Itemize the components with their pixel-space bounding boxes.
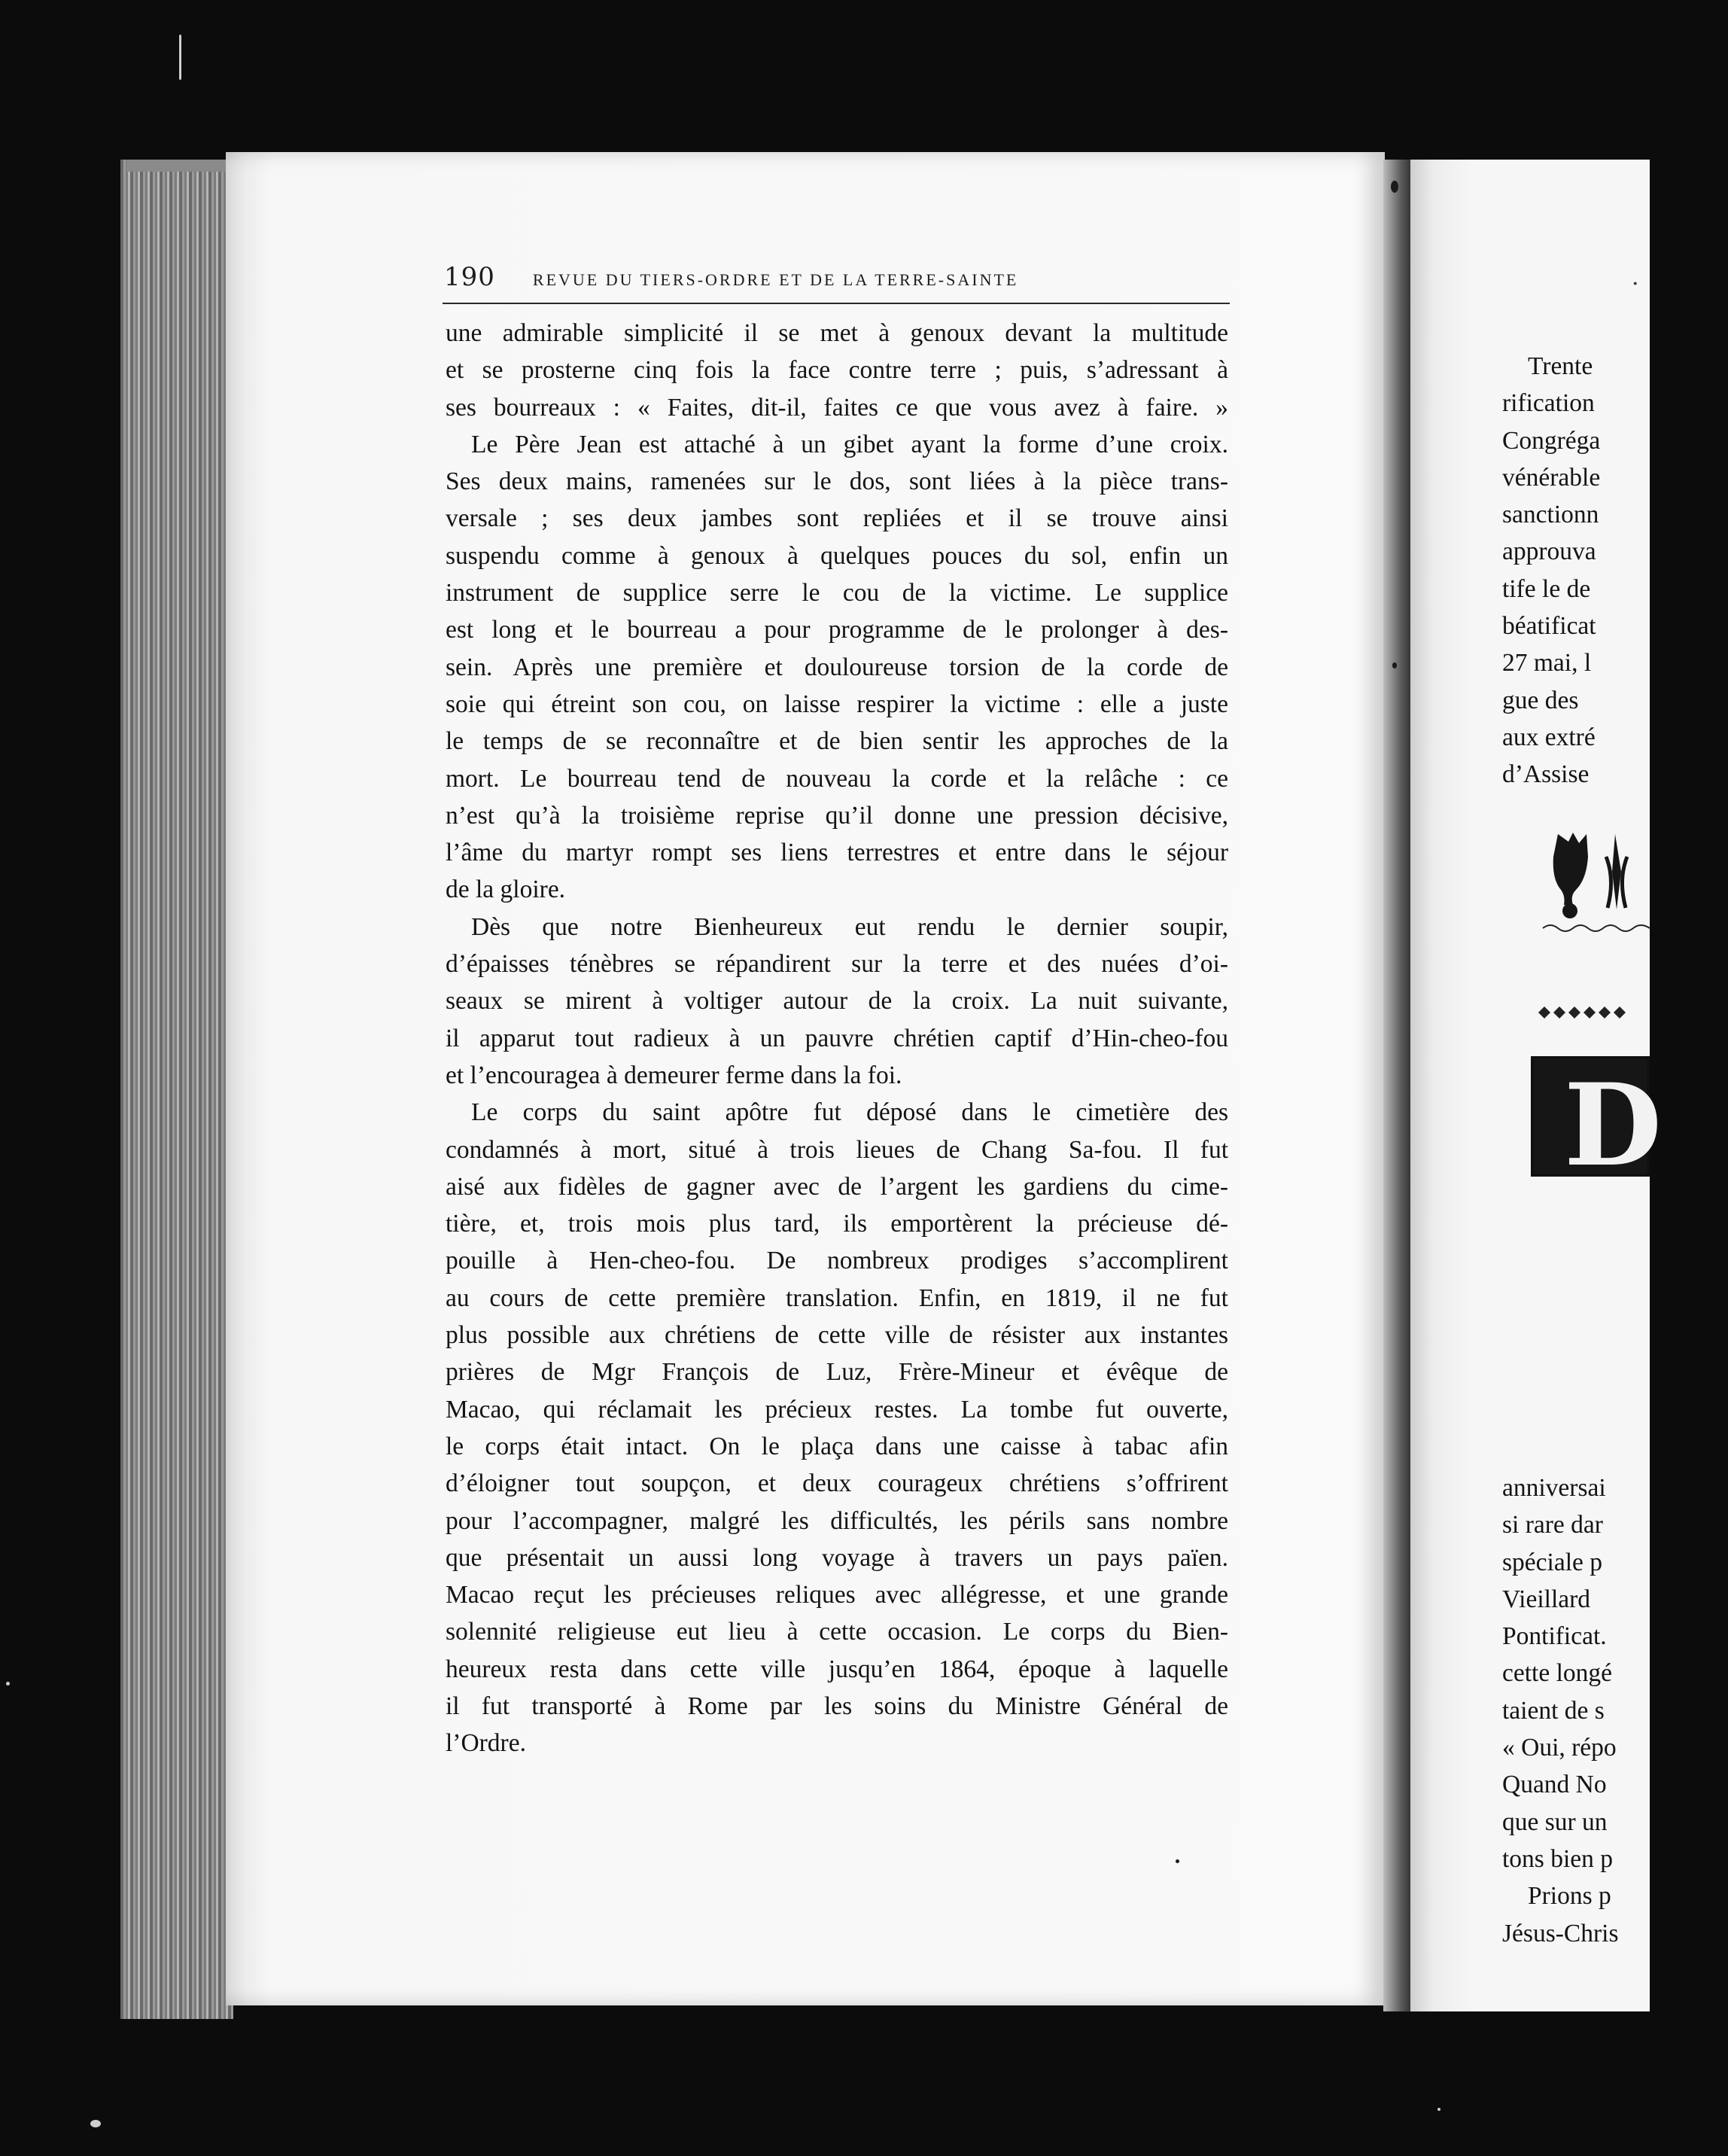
text-line: Pontificat. bbox=[1502, 1622, 1607, 1651]
text-line: solennité religieuse eut lieu à cette occasion. Le corps du Bien- bbox=[446, 1618, 1228, 1646]
page-stack-top bbox=[126, 160, 232, 172]
text-line: ses bourreaux : « Faites, dit-il, faites ce que vous avez à faire. » bbox=[446, 393, 1228, 422]
text-line: rification bbox=[1502, 389, 1595, 418]
scan-speck bbox=[90, 2120, 101, 2127]
text-line: d’Assise bbox=[1502, 760, 1590, 789]
text-line: que sur un bbox=[1502, 1807, 1608, 1836]
text-line: cette longé bbox=[1502, 1659, 1613, 1688]
text-line: heureux resta dans cette ville jusqu’en 1864, époque à laquelle bbox=[446, 1655, 1228, 1683]
text-line: de la gloire. bbox=[446, 875, 566, 904]
text-line: est long et le bourreau a pour programme de le prolonger à des- bbox=[446, 616, 1228, 644]
text-line: aux extré bbox=[1502, 723, 1596, 751]
text-line: spéciale p bbox=[1502, 1548, 1603, 1576]
text-line: au cours de cette première translation. Enfin, en 1819, il ne fut bbox=[446, 1284, 1228, 1312]
text-line: Le corps du saint apôtre fut déposé dans le cimetière des bbox=[471, 1098, 1228, 1127]
text-line: seaux se mirent à voltiger autour de la croix. La nuit suivante, bbox=[446, 987, 1228, 1016]
text-line: le temps de se reconnaître et de bien sentir les approches de la bbox=[446, 727, 1228, 756]
paper-mark bbox=[1391, 181, 1398, 193]
text-line: Jésus-Chris bbox=[1502, 1919, 1619, 1947]
scan-speck bbox=[1437, 2108, 1441, 2111]
left-page-text bbox=[446, 315, 1228, 1762]
paper-mark bbox=[1392, 662, 1397, 668]
text-line: n’est qu’à la troisième reprise qu’il donne une pression décisive, bbox=[446, 801, 1228, 830]
page-stack-edges bbox=[120, 160, 233, 2019]
text-line: vénérable bbox=[1502, 463, 1601, 492]
text-line: plus possible aux chrétiens de cette ville de résister aux instantes bbox=[446, 1321, 1228, 1350]
text-line: instrument de supplice serre le cou de la victime. Le supplice bbox=[446, 579, 1228, 608]
text-line: anniversai bbox=[1502, 1474, 1606, 1502]
star-border-ornament bbox=[1535, 1003, 1650, 1022]
text-line: suspendu comme à genoux à quelques pouces du sol, enfin un bbox=[446, 541, 1228, 570]
text-line: et se prosterne cinq fois la face contre terre ; puis, s’adressant à bbox=[446, 356, 1228, 385]
text-line: l’âme du martyr rompt ses liens terrestres et entre dans le séjour bbox=[446, 839, 1228, 867]
text-line: tière, et, trois mois plus tard, ils emportèrent la précieuse dé- bbox=[446, 1210, 1228, 1238]
text-line: tons bien p bbox=[1502, 1844, 1614, 1873]
text-line: 27 mai, l bbox=[1502, 649, 1592, 678]
text-line: prières de Mgr François de Luz, Frère-Mineur et évêque de bbox=[446, 1358, 1228, 1387]
dropcap-letter: D bbox=[1564, 1059, 1663, 1192]
running-head bbox=[444, 262, 1227, 295]
text-line: que présentait un aussi long voyage à travers un pays païen. bbox=[446, 1543, 1228, 1572]
book-gutter bbox=[1383, 160, 1413, 2011]
running-title: REVUE DU TIERS-ORDRE ET DE LA TERRE-SAINTE bbox=[532, 270, 1019, 289]
text-line: Prions p bbox=[1528, 1882, 1611, 1911]
text-line: une admirable simplicité il se met à genoux devant la multitude bbox=[446, 319, 1228, 347]
text-line: Macao reçut les précieuses reliques avec allégresse, et une grande bbox=[446, 1581, 1228, 1609]
text-line: pouille à Hen-cheo-fou. De nombreux prodiges s’accomplirent bbox=[446, 1247, 1228, 1275]
right-page-text-top bbox=[1502, 348, 1728, 793]
text-line: Le Père Jean est attaché à un gibet ayant la forme d’une croix. bbox=[471, 430, 1228, 458]
right-page-text-bottom bbox=[1502, 1469, 1728, 1952]
text-line: taient de s bbox=[1502, 1696, 1605, 1725]
page-number: 190 bbox=[444, 262, 495, 292]
text-line: d’épaisses ténèbres se répandirent sur la terre et des nuées d’oi- bbox=[446, 950, 1228, 979]
text-line: « Oui, répo bbox=[1502, 1734, 1617, 1762]
text-line: Vieillard bbox=[1502, 1585, 1591, 1613]
text-line: tife le de bbox=[1502, 574, 1591, 603]
text-line: béatificat bbox=[1502, 612, 1596, 641]
text-line: Ses deux mains, ramenées sur le dos, sont liées à la pièce trans- bbox=[446, 467, 1228, 496]
text-line: si rare dar bbox=[1502, 1511, 1603, 1539]
text-line: aisé aux fidèles de gagner avec de l’argent les gardiens du cime- bbox=[446, 1172, 1228, 1201]
header-rule bbox=[443, 303, 1230, 304]
text-line: pour l’accompagner, malgré les difficultés, les périls sans nombre bbox=[446, 1506, 1228, 1535]
text-line: le corps était intact. On le plaça dans une caisse à tabac afin bbox=[446, 1432, 1228, 1460]
wavy-rule-ornament bbox=[1543, 922, 1650, 933]
scan-speck bbox=[6, 1682, 10, 1686]
text-line: soie qui étreint son cou, on laisse respirer la victime : elle a juste bbox=[446, 690, 1228, 718]
text-line: versale ; ses deux jambes sont repliées et il se trouve ainsi bbox=[446, 504, 1228, 533]
paper-mark bbox=[1176, 1859, 1179, 1863]
text-line: l’Ordre. bbox=[446, 1729, 526, 1758]
text-line: approuva bbox=[1502, 537, 1596, 566]
text-line: gue des bbox=[1502, 686, 1579, 714]
scan-speck bbox=[179, 35, 181, 80]
right-page-mark: · bbox=[1632, 271, 1639, 297]
text-line: sanctionn bbox=[1502, 501, 1599, 529]
text-line: il fut transporté à Rome par les soins du Ministre Général de bbox=[446, 1692, 1228, 1720]
text-line: et l’encouragea à demeurer ferme dans la foi. bbox=[446, 1061, 902, 1089]
text-line: il apparut tout radieux à un pauvre chrétien captif d’Hin-cheo-fou bbox=[446, 1024, 1228, 1052]
text-line: Trente bbox=[1528, 352, 1593, 380]
text-line: Dès que notre Bienheureux eut rendu le dernier soupir, bbox=[471, 912, 1228, 941]
text-line: d’éloigner tout soupçon, et deux courageux chrétiens s’offrirent bbox=[446, 1469, 1228, 1498]
text-line: Congréga bbox=[1502, 426, 1601, 455]
text-line: mort. Le bourreau tend de nouveau la corde et la relâche : ce bbox=[446, 764, 1228, 793]
text-line: Macao, qui réclamait les précieux restes. La tombe fut ouverte, bbox=[446, 1395, 1228, 1424]
text-line: sein. Après une première et douloureuse torsion de la corde de bbox=[446, 653, 1228, 681]
text-line: condamnés à mort, situé à trois lieues de Chang Sa-fou. Il fut bbox=[446, 1135, 1228, 1164]
text-line: Quand No bbox=[1502, 1771, 1607, 1799]
